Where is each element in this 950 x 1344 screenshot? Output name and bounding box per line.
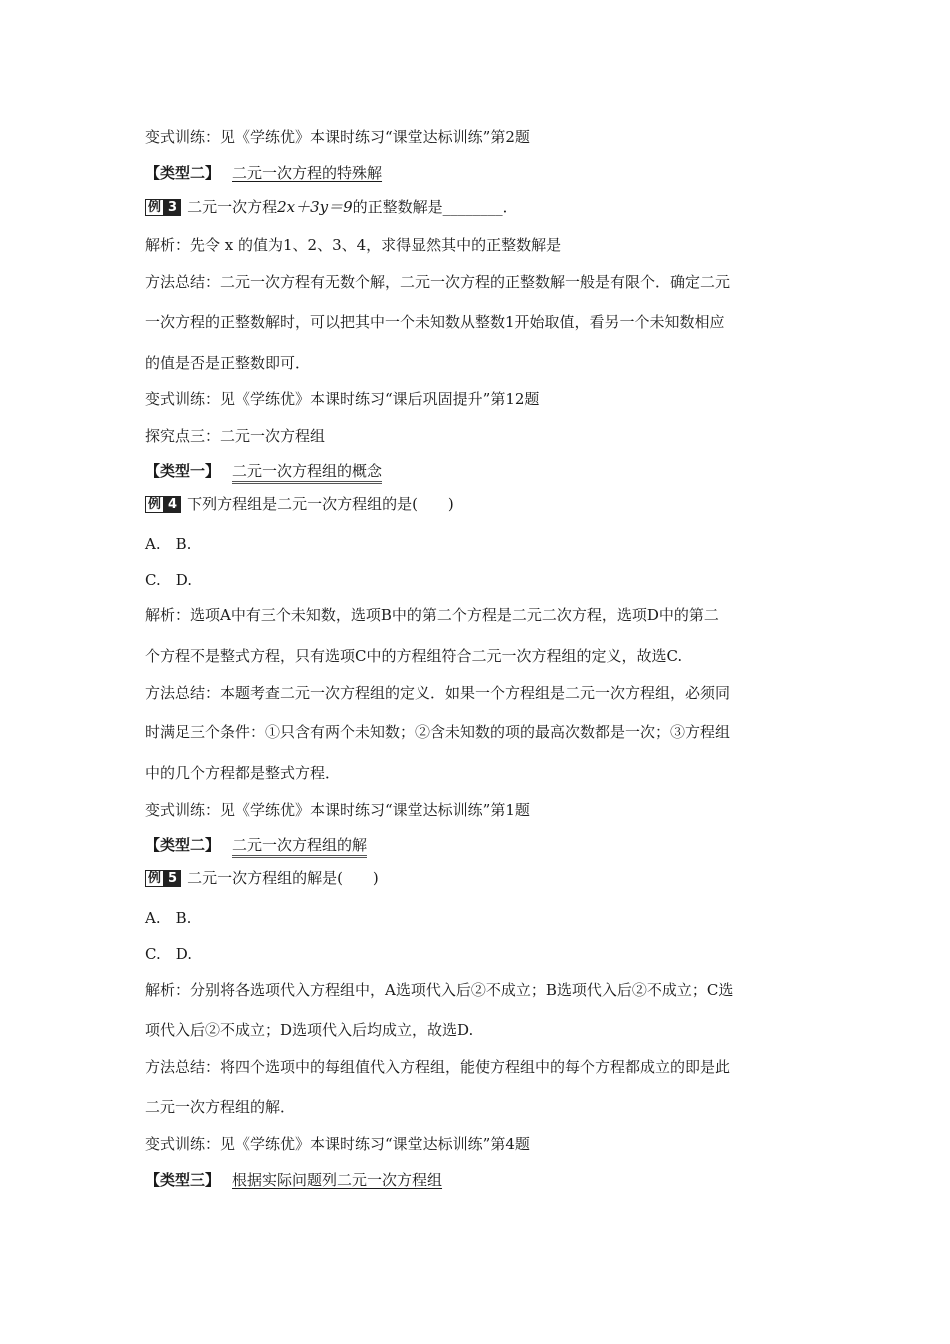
example-5-options-ab: A. B. xyxy=(145,909,192,927)
variant-training-2: 变式训练：见《学练优》本课时练习“课后巩固提升”第12题 xyxy=(145,390,540,408)
analysis-3: 解析：先令 x 的值为1、2、3、4，求得显然其中的正整数解是 xyxy=(145,236,562,254)
example-4-options-cd: C. D. xyxy=(145,571,192,589)
method-summary-4-line-1: 方法总结：本题考查二元一次方程组的定义．如果一个方程组是二元一次方程组，必须同 xyxy=(145,684,731,702)
type-three-heading xyxy=(145,1170,442,1190)
type-two-heading-b xyxy=(145,835,367,855)
type-label: 【类型三】 xyxy=(145,1171,221,1189)
analysis-5-line-1: 解析：分别将各选项代入方程组中，A选项代入后②不成立；B选项代入后②不成立；C选 xyxy=(145,981,734,999)
example-3 xyxy=(145,197,518,217)
example-5-text: 二元一次方程组的解是( ) xyxy=(187,869,379,887)
example-4-text: 下列方程组是二元一次方程组的是( ) xyxy=(187,495,454,513)
type-title: 二元一次方程的特殊解 xyxy=(232,164,383,182)
analysis-4-line-1: 解析：选项A中有三个未知数，选项B中的第二个方程是二元二次方程，选项D中的第二 xyxy=(145,606,719,624)
method-summary-4-line-2: 时满足三个条件：①只含有两个未知数；②含未知数的项的最高次数都是一次；③方程组 xyxy=(145,723,731,741)
type-label: 【类型一】 xyxy=(145,462,221,480)
type-title: 根据实际问题列二元一次方程组 xyxy=(232,1171,443,1189)
method-summary-5-line-2: 二元一次方程组的解． xyxy=(145,1098,296,1116)
method-summary-5-line-1: 方法总结：将四个选项中的每组值代入方程组，能使方程组中的每个方程都成立的即是此 xyxy=(145,1058,731,1076)
example-5 xyxy=(145,868,379,888)
type-title: 二元一次方程组的概念 xyxy=(232,462,382,484)
type-label: 【类型二】 xyxy=(145,164,221,182)
example-badge: 例 3 xyxy=(145,199,181,216)
method-summary-3-line-3: 的值是否是正整数即可． xyxy=(145,354,311,372)
example-5-options-cd: C. D. xyxy=(145,945,192,963)
example-3-text-b: 的正整数解是________． xyxy=(352,198,518,216)
explore-point-three: 探究点三：二元一次方程组 xyxy=(145,427,326,445)
type-label: 【类型二】 xyxy=(145,836,221,854)
example-badge: 例 4 xyxy=(145,496,181,513)
method-summary-3-line-2: 一次方程的正整数解时，可以把其中一个未知数从整数1开始取值，看另一个未知数相应 xyxy=(145,313,725,331)
type-one-heading xyxy=(145,461,382,481)
method-summary-4-line-3: 中的几个方程都是整式方程． xyxy=(145,764,341,782)
variant-training-4: 变式训练：见《学练优》本课时练习“课堂达标训练”第4题 xyxy=(145,1135,530,1153)
analysis-5-line-2: 项代入后②不成立；D选项代入后均成立，故选D. xyxy=(145,1021,474,1039)
analysis-4-line-2: 个方程不是整式方程，只有选项C中的方程组符合二元一次方程组的定义，故选C. xyxy=(145,647,683,665)
variant-training-1: 变式训练：见《学练优》本课时练习“课堂达标训练”第2题 xyxy=(145,128,530,146)
example-3-text-a: 二元一次方程 xyxy=(187,198,278,216)
example-badge: 例 5 xyxy=(145,870,181,887)
method-summary-3-line-1: 方法总结：二元一次方程有无数个解，二元一次方程的正整数解一般是有限个．确定二元 xyxy=(145,273,731,291)
variant-training-3: 变式训练：见《学练优》本课时练习“课堂达标训练”第1题 xyxy=(145,801,530,819)
example-4 xyxy=(145,494,454,514)
type-two-heading xyxy=(145,163,382,183)
type-title: 二元一次方程组的解 xyxy=(232,836,367,858)
example-4-options-ab: A. B. xyxy=(145,535,192,553)
example-3-equation: 2x＋3y＝9 xyxy=(277,198,353,216)
